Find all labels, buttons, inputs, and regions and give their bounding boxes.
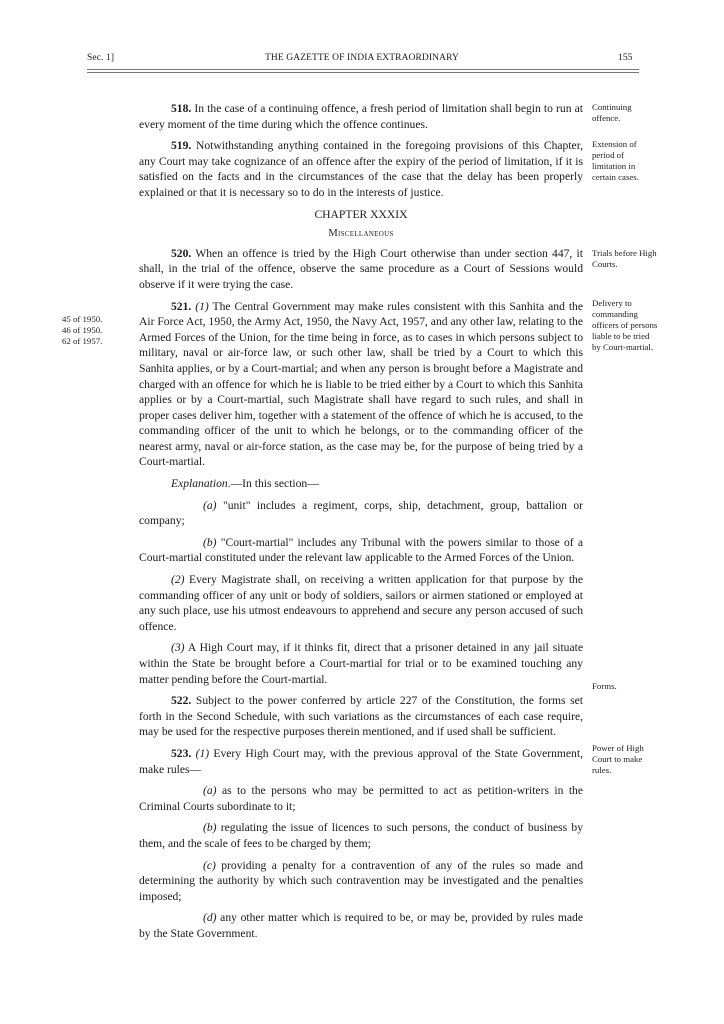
header-page-number: 155 <box>618 53 633 63</box>
section-518 <box>139 101 583 132</box>
section-523-sub1: (1) <box>195 746 210 760</box>
section-523-clause-c <box>139 858 583 905</box>
section-523-clause-d <box>139 910 583 941</box>
section-523-clause-a <box>139 783 583 814</box>
section-521-clause-b <box>139 535 583 566</box>
section-519-number: 519. <box>171 139 192 153</box>
section-521-sub1: (1) <box>195 299 209 313</box>
left-note-act-2: 46 of 1950. <box>62 325 103 335</box>
section-521-2 <box>139 572 583 634</box>
section-521-text: The Central Government may make rules consistent with this Sanhita and the Air Force Act, 1950, the Army Act, 1950, the Navy Act, 1957, and any other law, relating to the Armed Forces of the Union, for the time being in force, as to cases in which persons subject to military, naval or air-force law, or such other law, shall be tried by a Court to which this Sanhita applies, or by a Court-martial; and when any person is brought before a Magistrate and charged with an offence for which he is liable to be tried either by a Court to which this Sanhita applies or by a Court-martial, such Magistrate shall have regard to such rules, and shall in proper cases deliver him, together with a statement of the offence of which he is accused, to the commanding officer of the unit to which he belongs, or to the commanding officer of the nearest army, naval or air-force station, as the case may be, for the purpose of being tried by a Court-martial. <box>139 299 583 469</box>
header-rule-bottom <box>87 72 639 73</box>
margin-note-519: Extension of period of limitation in certain cases. <box>592 139 639 182</box>
margin-note-520: Trials before High Courts. <box>592 248 657 269</box>
section-522 <box>139 693 583 740</box>
explanation-text: .—In this section— <box>227 477 319 491</box>
left-note-act-3: 62 of 1957. <box>62 336 103 346</box>
clause-a-text: as to the persons who may be permitted to act as petition-writers in the Criminal Courts subordinate to it; <box>139 784 583 813</box>
section-521-text2: Every Magistrate shall, on receiving a written application for that purpose by the commanding officer of any unit or body of soldiers, sailors or airmen stationed or employed at any such place, use his utmost endeavours to apprehend and secure any person accused of such offence. <box>139 573 583 633</box>
header-section-ref: Sec. 1] <box>87 53 115 63</box>
section-523-number: 523. <box>171 746 192 760</box>
section-523-clause-b <box>139 820 583 851</box>
header-rule-top <box>87 69 639 70</box>
section-521-sub3: (3) <box>171 641 185 655</box>
clause-b-label: (b) <box>203 535 217 549</box>
clause-b-text: "Court-martial" includes any Tribunal with the powers similar to those of a Court-martial constituted under the relevant law applicable to the Armed Forces of the Union. <box>139 535 583 565</box>
clause-d-label: (d) <box>203 911 217 925</box>
section-521-3 <box>139 640 583 687</box>
header-gazette-title: THE GAZETTE OF INDIA EXTRAORDINARY <box>265 53 459 63</box>
section-521-explanation <box>139 476 583 492</box>
left-note-act-1: 45 of 1950. <box>62 314 103 324</box>
margin-note-521: Delivery to commanding officers of persons liable to be tried by Court-martial. <box>592 298 658 352</box>
clause-a-label: (a) <box>203 498 217 512</box>
clause-b-text: regulating the issue of licences to such persons, the conduct of business by them, and the scale of fees to be charged by them; <box>139 821 583 850</box>
section-520 <box>139 246 583 293</box>
clause-c-text: providing a penalty for a contravention of any of the rules so made and determining the authority by which such contravention may be investigated and the penalties imposed; <box>139 858 583 903</box>
section-522-text: Subject to the power conferred by article 227 of the Constitution, the forms set forth in the Second Schedule, with such variations as the circumstances of each case require, may be used for the respective purposes therein mentioned, and if used shall be sufficient. <box>139 694 583 739</box>
section-523-text: Every High Court may, with the previous approval of the State Government, make rules— <box>139 746 583 776</box>
explanation-label: Explanation <box>171 477 228 491</box>
section-518-number: 518. <box>171 102 192 115</box>
section-520-number: 520. <box>171 246 192 260</box>
section-521-number: 521. <box>171 299 192 313</box>
margin-note-522: Forms. <box>592 681 617 691</box>
section-522-number: 522. <box>171 694 192 708</box>
section-519 <box>139 138 583 200</box>
chapter-subheading: Miscellaneous <box>328 228 394 240</box>
main-text <box>139 101 583 948</box>
chapter-heading: CHAPTER XXXIX <box>314 207 408 221</box>
section-521-sub2: (2) <box>171 573 185 587</box>
clause-d-text: any other matter which is required to be, or may be, provided by rules made by the State Government. <box>139 911 583 940</box>
clause-a-text: "unit" includes a regiment, corps, ship, detachment, group, battalion or company; <box>139 498 583 528</box>
clause-a-label: (a) <box>203 784 217 798</box>
section-519-text: Notwithstanding anything contained in the foregoing provisions of this Chapter, any Court may take cognizance of an offence after the expiry of the period of limitation, if it is satisfied on the facts and in the circumstances of the case that the delay has been properly explained or that it is necessary so to do in the interests of justice. <box>139 139 583 199</box>
section-523-1 <box>139 746 583 777</box>
clause-c-label: (c) <box>203 858 216 872</box>
section-520-text: When an offence is tried by the High Court otherwise than under section 447, it shall, in the trial of the offence, observe the same procedure as a Court of Sessions would observe if it were trying the case. <box>139 246 583 291</box>
margin-note-518: Continuing offence. <box>592 102 632 123</box>
section-521-1 <box>139 299 583 471</box>
section-518-text: In the case of a continuing offence, a fresh period of limitation shall begin to run at every moment of the time during which the offence continues. <box>139 102 583 131</box>
margin-note-523: Power of High Court to make rules. <box>592 743 644 775</box>
clause-b-label: (b) <box>203 821 217 835</box>
section-521-clause-a <box>139 498 583 529</box>
section-521-text3: A High Court may, if it thinks fit, direct that a prisoner detained in any jail situate within the State be brought before a Court-martial for trial or to be examined touching any matter pending before the Court-martial. <box>139 641 583 686</box>
